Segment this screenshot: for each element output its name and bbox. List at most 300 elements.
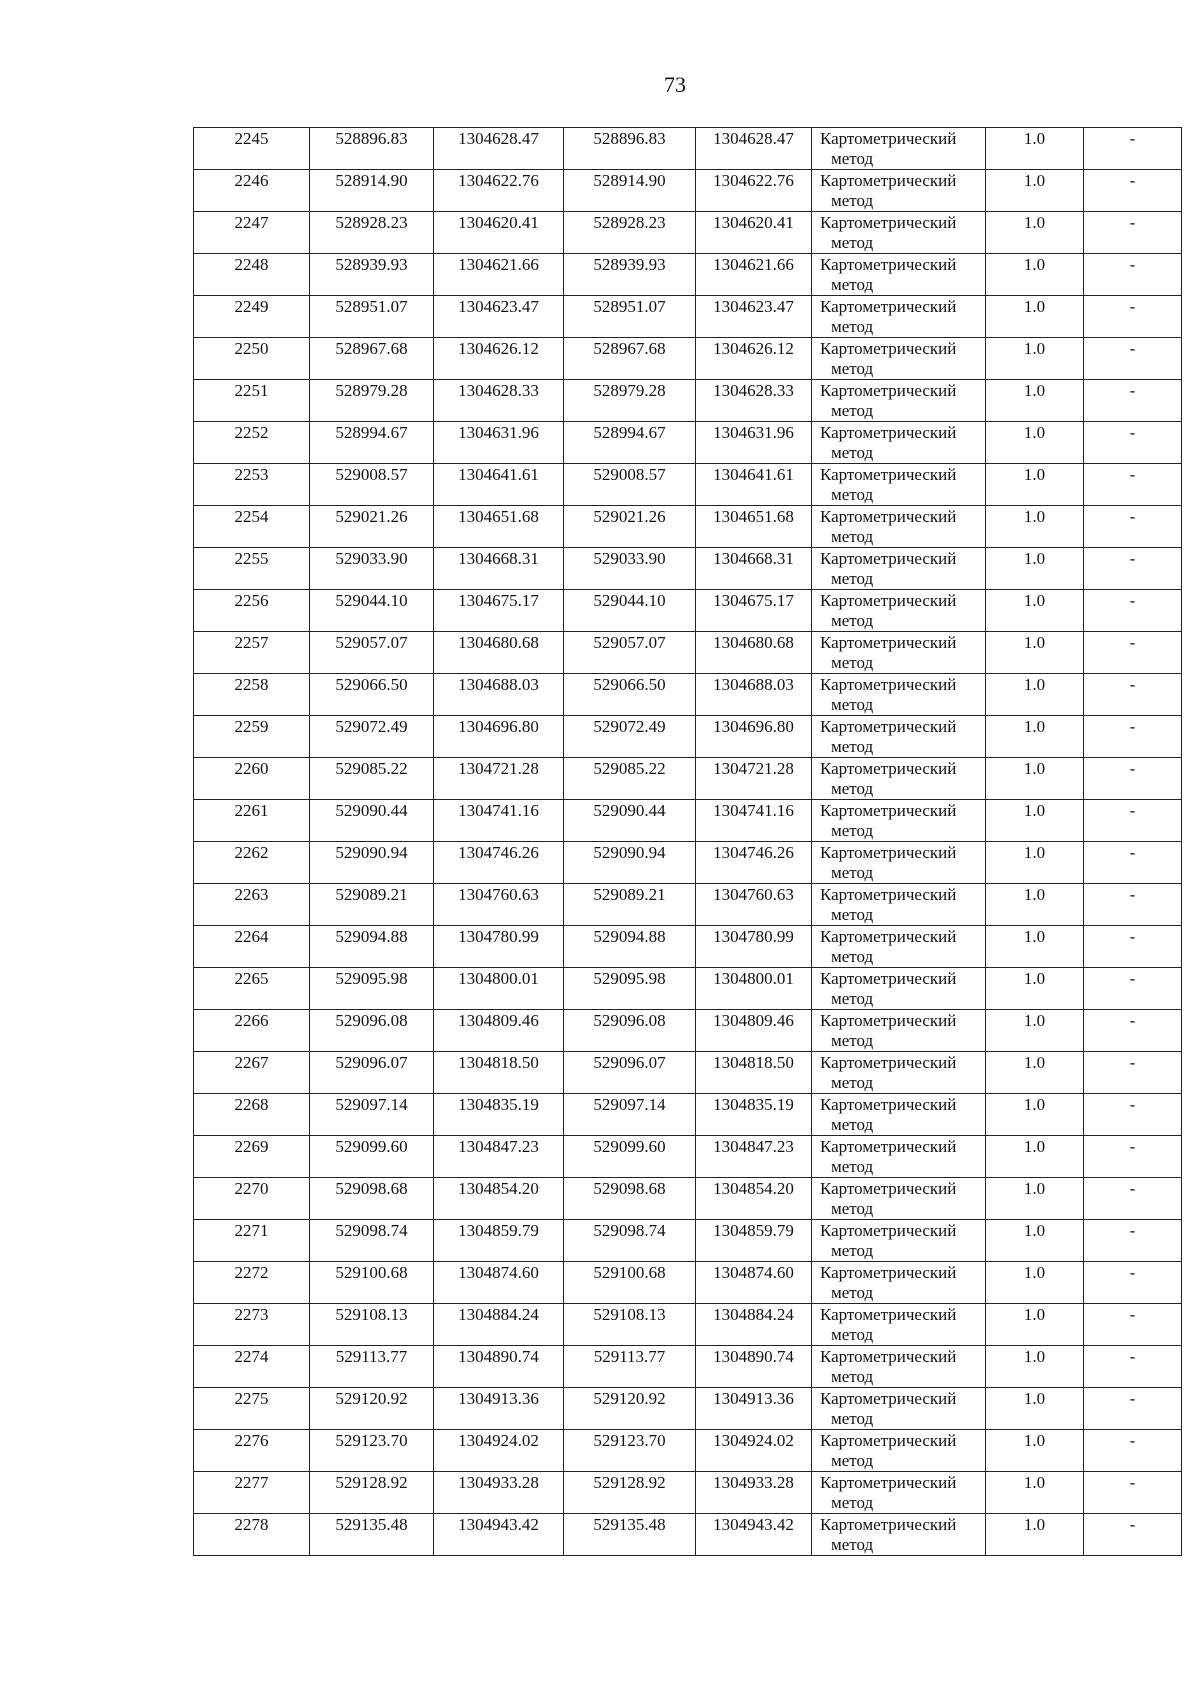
method-line-1: Картометрический	[820, 1389, 957, 1408]
description-cell: -	[1084, 1472, 1182, 1514]
y-new-cell: 1304721.28	[696, 758, 812, 800]
y-new-cell: 1304854.20	[696, 1178, 812, 1220]
y-existing-cell: 1304626.12	[434, 338, 564, 380]
accuracy-cell: 1.0	[986, 632, 1084, 674]
table-row	[194, 1388, 1182, 1430]
y-existing-cell: 1304847.23	[434, 1136, 564, 1178]
x-existing-cell: 529008.57	[310, 464, 434, 506]
point-number-cell: 2277	[194, 1472, 310, 1514]
point-number-cell: 2269	[194, 1136, 310, 1178]
method-line-1: Картометрический	[820, 297, 957, 316]
x-new-cell: 528967.68	[564, 338, 696, 380]
table-row	[194, 800, 1182, 842]
description-cell: -	[1084, 128, 1182, 170]
y-existing-cell: 1304746.26	[434, 842, 564, 884]
point-number-cell: 2263	[194, 884, 310, 926]
y-existing-cell: 1304631.96	[434, 422, 564, 464]
description-cell: -	[1084, 464, 1182, 506]
y-new-cell: 1304780.99	[696, 926, 812, 968]
method-cell	[812, 716, 986, 758]
point-number-cell: 2270	[194, 1178, 310, 1220]
point-number-cell: 2261	[194, 800, 310, 842]
method-line-1: Картометрический	[820, 1179, 957, 1198]
x-new-cell: 529094.88	[564, 926, 696, 968]
x-new-cell: 529113.77	[564, 1346, 696, 1388]
method-line-2: метод	[831, 779, 874, 798]
method-line-2: метод	[831, 905, 874, 924]
accuracy-cell: 1.0	[986, 1136, 1084, 1178]
table-row	[194, 170, 1182, 212]
table-row	[194, 548, 1182, 590]
y-new-cell: 1304680.68	[696, 632, 812, 674]
y-existing-cell: 1304809.46	[434, 1010, 564, 1052]
method-line-2: метод	[831, 359, 874, 378]
method-line-2: метод	[831, 275, 874, 294]
x-existing-cell: 529120.92	[310, 1388, 434, 1430]
method-cell	[812, 1346, 986, 1388]
method-line-1: Картометрический	[820, 801, 957, 820]
method-line-2: метод	[831, 989, 874, 1008]
x-new-cell: 528979.28	[564, 380, 696, 422]
table-row	[194, 1010, 1182, 1052]
method-line-1: Картометрический	[820, 213, 957, 232]
y-existing-cell: 1304628.33	[434, 380, 564, 422]
table-row	[194, 758, 1182, 800]
method-cell	[812, 254, 986, 296]
accuracy-cell: 1.0	[986, 506, 1084, 548]
method-cell	[812, 212, 986, 254]
accuracy-cell: 1.0	[986, 1010, 1084, 1052]
x-new-cell: 529120.92	[564, 1388, 696, 1430]
x-existing-cell: 528939.93	[310, 254, 434, 296]
point-number-cell: 2266	[194, 1010, 310, 1052]
y-new-cell: 1304651.68	[696, 506, 812, 548]
method-line-2: метод	[831, 1535, 874, 1554]
y-existing-cell: 1304884.24	[434, 1304, 564, 1346]
x-new-cell: 529097.14	[564, 1094, 696, 1136]
description-cell: -	[1084, 296, 1182, 338]
y-new-cell: 1304746.26	[696, 842, 812, 884]
x-existing-cell: 529097.14	[310, 1094, 434, 1136]
description-cell: -	[1084, 1388, 1182, 1430]
point-number-cell: 2275	[194, 1388, 310, 1430]
x-existing-cell: 529072.49	[310, 716, 434, 758]
point-number-cell: 2271	[194, 1220, 310, 1262]
x-new-cell: 529089.21	[564, 884, 696, 926]
method-cell	[812, 1178, 986, 1220]
method-line-1: Картометрический	[820, 843, 957, 862]
point-number-cell: 2265	[194, 968, 310, 1010]
x-new-cell: 529135.48	[564, 1514, 696, 1556]
x-new-cell: 529096.08	[564, 1010, 696, 1052]
x-new-cell: 529099.60	[564, 1136, 696, 1178]
accuracy-cell: 1.0	[986, 548, 1084, 590]
y-new-cell: 1304835.19	[696, 1094, 812, 1136]
method-line-2: метод	[831, 821, 874, 840]
table-row	[194, 632, 1182, 674]
method-line-2: метод	[831, 1409, 874, 1428]
method-line-1: Картометрический	[820, 1263, 957, 1282]
x-new-cell: 529044.10	[564, 590, 696, 632]
point-number-cell: 2247	[194, 212, 310, 254]
point-number-cell: 2245	[194, 128, 310, 170]
method-line-1: Картометрический	[820, 465, 957, 484]
x-existing-cell: 529099.60	[310, 1136, 434, 1178]
accuracy-cell: 1.0	[986, 842, 1084, 884]
method-cell	[812, 1262, 986, 1304]
x-new-cell: 528896.83	[564, 128, 696, 170]
description-cell: -	[1084, 254, 1182, 296]
x-new-cell: 529085.22	[564, 758, 696, 800]
y-existing-cell: 1304924.02	[434, 1430, 564, 1472]
table-row	[194, 422, 1182, 464]
y-existing-cell: 1304780.99	[434, 926, 564, 968]
accuracy-cell: 1.0	[986, 1094, 1084, 1136]
x-new-cell: 528939.93	[564, 254, 696, 296]
table-row	[194, 1430, 1182, 1472]
method-line-2: метод	[831, 695, 874, 714]
x-existing-cell: 529098.74	[310, 1220, 434, 1262]
y-existing-cell: 1304668.31	[434, 548, 564, 590]
accuracy-cell: 1.0	[986, 1514, 1084, 1556]
x-existing-cell: 528928.23	[310, 212, 434, 254]
method-cell	[812, 800, 986, 842]
table-row	[194, 254, 1182, 296]
y-new-cell: 1304943.42	[696, 1514, 812, 1556]
x-new-cell: 528951.07	[564, 296, 696, 338]
table-row	[194, 1136, 1182, 1178]
description-cell: -	[1084, 212, 1182, 254]
method-cell	[812, 128, 986, 170]
y-existing-cell: 1304800.01	[434, 968, 564, 1010]
point-number-cell: 2255	[194, 548, 310, 590]
x-new-cell: 529128.92	[564, 1472, 696, 1514]
accuracy-cell: 1.0	[986, 422, 1084, 464]
y-existing-cell: 1304760.63	[434, 884, 564, 926]
x-existing-cell: 529033.90	[310, 548, 434, 590]
method-cell	[812, 380, 986, 422]
x-existing-cell: 529100.68	[310, 1262, 434, 1304]
x-existing-cell: 529085.22	[310, 758, 434, 800]
method-cell	[812, 296, 986, 338]
method-cell	[812, 506, 986, 548]
x-existing-cell: 529089.21	[310, 884, 434, 926]
description-cell: -	[1084, 632, 1182, 674]
page-number: 73	[664, 72, 686, 97]
point-number-cell: 2258	[194, 674, 310, 716]
method-line-1: Картометрический	[820, 1305, 957, 1324]
y-new-cell: 1304884.24	[696, 1304, 812, 1346]
y-new-cell: 1304933.28	[696, 1472, 812, 1514]
method-cell	[812, 170, 986, 212]
y-new-cell: 1304628.47	[696, 128, 812, 170]
description-cell: -	[1084, 1052, 1182, 1094]
accuracy-cell: 1.0	[986, 758, 1084, 800]
table-row	[194, 968, 1182, 1010]
method-line-2: метод	[831, 1493, 874, 1512]
method-cell	[812, 1220, 986, 1262]
method-cell	[812, 968, 986, 1010]
accuracy-cell: 1.0	[986, 674, 1084, 716]
table-row	[194, 464, 1182, 506]
method-line-2: метод	[831, 1451, 874, 1470]
description-cell: -	[1084, 1178, 1182, 1220]
x-new-cell: 529108.13	[564, 1304, 696, 1346]
method-line-1: Картометрический	[820, 1347, 957, 1366]
method-cell	[812, 464, 986, 506]
table-row	[194, 128, 1182, 170]
method-cell	[812, 674, 986, 716]
method-cell	[812, 926, 986, 968]
method-cell	[812, 842, 986, 884]
description-cell: -	[1084, 1094, 1182, 1136]
x-existing-cell: 529128.92	[310, 1472, 434, 1514]
y-existing-cell: 1304688.03	[434, 674, 564, 716]
point-number-cell: 2272	[194, 1262, 310, 1304]
method-line-1: Картометрический	[820, 759, 957, 778]
table-row	[194, 1052, 1182, 1094]
description-cell: -	[1084, 968, 1182, 1010]
x-new-cell: 529008.57	[564, 464, 696, 506]
y-existing-cell: 1304622.76	[434, 170, 564, 212]
description-cell: -	[1084, 674, 1182, 716]
table-row	[194, 884, 1182, 926]
y-existing-cell: 1304680.68	[434, 632, 564, 674]
table-row	[194, 716, 1182, 758]
accuracy-cell: 1.0	[986, 716, 1084, 758]
table-row	[194, 1220, 1182, 1262]
description-cell: -	[1084, 590, 1182, 632]
point-number-cell: 2249	[194, 296, 310, 338]
description-cell: -	[1084, 1010, 1182, 1052]
y-new-cell: 1304696.80	[696, 716, 812, 758]
table-row	[194, 1094, 1182, 1136]
method-line-2: метод	[831, 1031, 874, 1050]
method-line-1: Картометрический	[820, 1515, 957, 1534]
x-new-cell: 529098.74	[564, 1220, 696, 1262]
method-line-1: Картометрический	[820, 1053, 957, 1072]
accuracy-cell: 1.0	[986, 1052, 1084, 1094]
method-line-1: Картометрический	[820, 423, 957, 442]
x-existing-cell: 528979.28	[310, 380, 434, 422]
x-existing-cell: 528951.07	[310, 296, 434, 338]
method-cell	[812, 422, 986, 464]
x-existing-cell: 529096.07	[310, 1052, 434, 1094]
point-number-cell: 2259	[194, 716, 310, 758]
description-cell: -	[1084, 1346, 1182, 1388]
y-new-cell: 1304668.31	[696, 548, 812, 590]
point-number-cell: 2251	[194, 380, 310, 422]
method-line-1: Картометрический	[820, 171, 957, 190]
y-new-cell: 1304800.01	[696, 968, 812, 1010]
point-number-cell: 2268	[194, 1094, 310, 1136]
description-cell: -	[1084, 1304, 1182, 1346]
y-existing-cell: 1304859.79	[434, 1220, 564, 1262]
y-existing-cell: 1304943.42	[434, 1514, 564, 1556]
x-existing-cell: 529066.50	[310, 674, 434, 716]
x-new-cell: 528914.90	[564, 170, 696, 212]
point-number-cell: 2260	[194, 758, 310, 800]
method-cell	[812, 1136, 986, 1178]
method-line-1: Картометрический	[820, 129, 957, 148]
method-line-1: Картометрический	[820, 255, 957, 274]
accuracy-cell: 1.0	[986, 1430, 1084, 1472]
y-new-cell: 1304874.60	[696, 1262, 812, 1304]
y-existing-cell: 1304620.41	[434, 212, 564, 254]
y-new-cell: 1304620.41	[696, 212, 812, 254]
x-existing-cell: 529090.44	[310, 800, 434, 842]
point-number-cell: 2264	[194, 926, 310, 968]
method-line-2: метод	[831, 947, 874, 966]
x-new-cell: 529090.44	[564, 800, 696, 842]
method-cell	[812, 884, 986, 926]
x-existing-cell: 528896.83	[310, 128, 434, 170]
y-new-cell: 1304688.03	[696, 674, 812, 716]
point-number-cell: 2257	[194, 632, 310, 674]
y-existing-cell: 1304854.20	[434, 1178, 564, 1220]
accuracy-cell: 1.0	[986, 590, 1084, 632]
method-line-2: метод	[831, 1199, 874, 1218]
x-existing-cell: 528967.68	[310, 338, 434, 380]
y-new-cell: 1304890.74	[696, 1346, 812, 1388]
accuracy-cell: 1.0	[986, 1220, 1084, 1262]
method-line-1: Картометрический	[820, 1431, 957, 1450]
accuracy-cell: 1.0	[986, 128, 1084, 170]
y-existing-cell: 1304696.80	[434, 716, 564, 758]
method-line-2: метод	[831, 1283, 874, 1302]
method-cell	[812, 590, 986, 632]
y-existing-cell: 1304874.60	[434, 1262, 564, 1304]
table-body	[194, 128, 1182, 1556]
method-line-2: метод	[831, 149, 874, 168]
method-line-1: Картометрический	[820, 1011, 957, 1030]
method-line-2: метод	[831, 1367, 874, 1386]
point-number-cell: 2253	[194, 464, 310, 506]
description-cell: -	[1084, 506, 1182, 548]
coordinates-table	[193, 127, 1182, 1556]
table-row	[194, 296, 1182, 338]
table-row	[194, 1304, 1182, 1346]
description-cell: -	[1084, 926, 1182, 968]
method-line-1: Картометрический	[820, 633, 957, 652]
x-new-cell: 529072.49	[564, 716, 696, 758]
table-row	[194, 1178, 1182, 1220]
method-cell	[812, 1430, 986, 1472]
accuracy-cell: 1.0	[986, 884, 1084, 926]
y-new-cell: 1304623.47	[696, 296, 812, 338]
point-number-cell: 2262	[194, 842, 310, 884]
table-row	[194, 674, 1182, 716]
point-number-cell: 2246	[194, 170, 310, 212]
y-new-cell: 1304847.23	[696, 1136, 812, 1178]
x-new-cell: 529123.70	[564, 1430, 696, 1472]
method-line-2: метод	[831, 191, 874, 210]
method-line-2: метод	[831, 1115, 874, 1134]
accuracy-cell: 1.0	[986, 212, 1084, 254]
accuracy-cell: 1.0	[986, 296, 1084, 338]
method-line-2: метод	[831, 737, 874, 756]
y-new-cell: 1304628.33	[696, 380, 812, 422]
description-cell: -	[1084, 1514, 1182, 1556]
description-cell: -	[1084, 1136, 1182, 1178]
table-row	[194, 842, 1182, 884]
x-existing-cell: 529113.77	[310, 1346, 434, 1388]
description-cell: -	[1084, 548, 1182, 590]
method-line-1: Картометрический	[820, 969, 957, 988]
y-existing-cell: 1304721.28	[434, 758, 564, 800]
y-new-cell: 1304818.50	[696, 1052, 812, 1094]
point-number-cell: 2250	[194, 338, 310, 380]
y-new-cell: 1304621.66	[696, 254, 812, 296]
x-new-cell: 529100.68	[564, 1262, 696, 1304]
table-row	[194, 212, 1182, 254]
method-line-1: Картометрический	[820, 339, 957, 358]
accuracy-cell: 1.0	[986, 1472, 1084, 1514]
accuracy-cell: 1.0	[986, 1178, 1084, 1220]
method-line-2: метод	[831, 1325, 874, 1344]
accuracy-cell: 1.0	[986, 170, 1084, 212]
x-new-cell: 529021.26	[564, 506, 696, 548]
x-new-cell: 528928.23	[564, 212, 696, 254]
method-line-2: метод	[831, 317, 874, 336]
x-new-cell: 529095.98	[564, 968, 696, 1010]
method-cell	[812, 1052, 986, 1094]
method-line-2: метод	[831, 485, 874, 504]
x-new-cell: 529090.94	[564, 842, 696, 884]
y-existing-cell: 1304628.47	[434, 128, 564, 170]
method-line-1: Картометрический	[820, 1137, 957, 1156]
method-line-2: метод	[831, 527, 874, 546]
method-line-2: метод	[831, 1157, 874, 1176]
method-line-1: Картометрический	[820, 507, 957, 526]
method-cell	[812, 1010, 986, 1052]
y-existing-cell: 1304621.66	[434, 254, 564, 296]
y-new-cell: 1304675.17	[696, 590, 812, 632]
method-line-2: метод	[831, 611, 874, 630]
method-line-1: Картометрический	[820, 927, 957, 946]
method-cell	[812, 548, 986, 590]
point-number-cell: 2248	[194, 254, 310, 296]
x-existing-cell: 529135.48	[310, 1514, 434, 1556]
description-cell: -	[1084, 716, 1182, 758]
y-existing-cell: 1304933.28	[434, 1472, 564, 1514]
y-existing-cell: 1304835.19	[434, 1094, 564, 1136]
y-new-cell: 1304760.63	[696, 884, 812, 926]
table-row	[194, 1514, 1182, 1556]
y-existing-cell: 1304651.68	[434, 506, 564, 548]
method-line-2: метод	[831, 863, 874, 882]
description-cell: -	[1084, 884, 1182, 926]
x-existing-cell: 528994.67	[310, 422, 434, 464]
x-existing-cell: 528914.90	[310, 170, 434, 212]
y-existing-cell: 1304641.61	[434, 464, 564, 506]
point-number-cell: 2252	[194, 422, 310, 464]
method-cell	[812, 1514, 986, 1556]
x-existing-cell: 529090.94	[310, 842, 434, 884]
method-cell	[812, 1094, 986, 1136]
method-line-1: Картометрический	[820, 717, 957, 736]
method-cell	[812, 1388, 986, 1430]
accuracy-cell: 1.0	[986, 338, 1084, 380]
table-row	[194, 590, 1182, 632]
y-new-cell: 1304913.36	[696, 1388, 812, 1430]
x-new-cell: 529057.07	[564, 632, 696, 674]
method-cell	[812, 1304, 986, 1346]
description-cell: -	[1084, 170, 1182, 212]
point-number-cell: 2256	[194, 590, 310, 632]
x-new-cell: 529098.68	[564, 1178, 696, 1220]
accuracy-cell: 1.0	[986, 968, 1084, 1010]
